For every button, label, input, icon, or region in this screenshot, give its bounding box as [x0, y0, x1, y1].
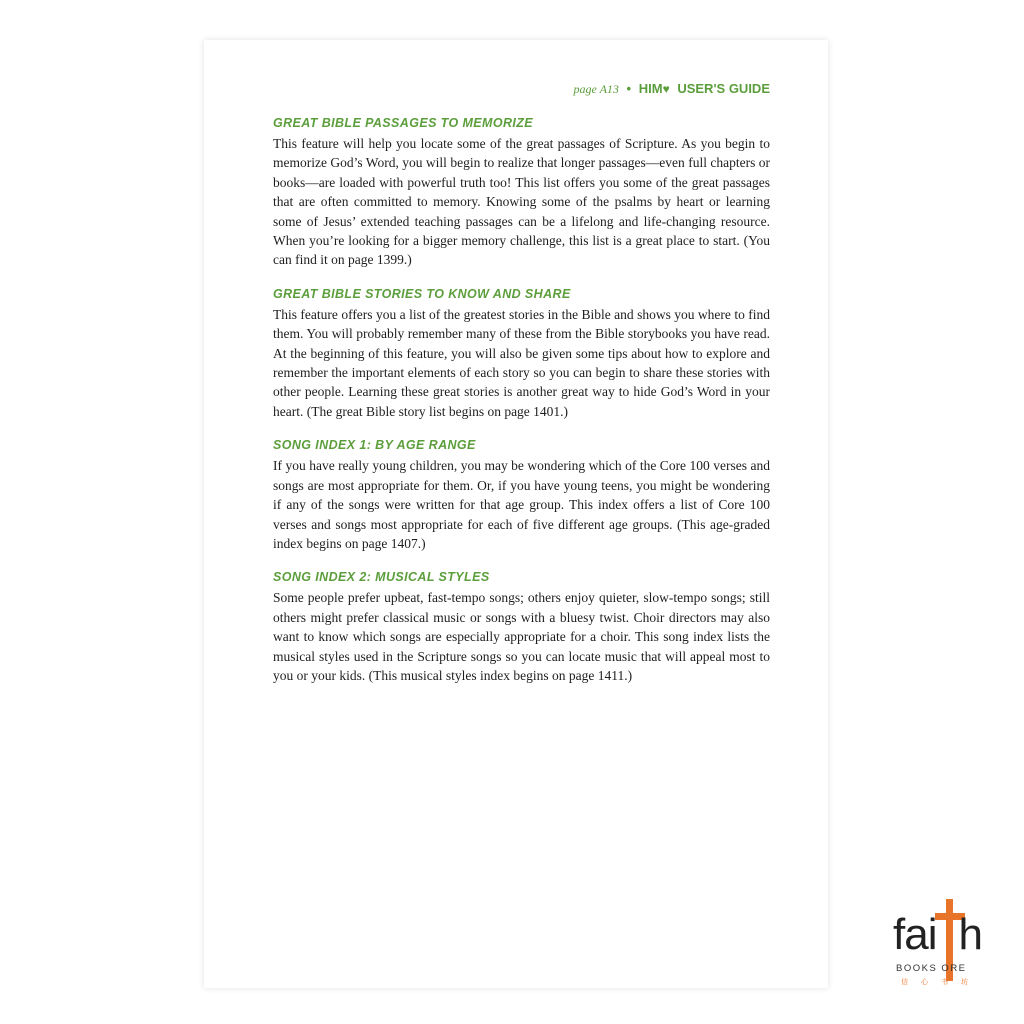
section-heading: GREAT BIBLE PASSAGES TO MEMORIZE [273, 116, 534, 130]
section-song-index-styles [273, 569, 770, 685]
header-bullet: • [626, 81, 632, 96]
section-body: This feature offers you a list of the greatest stories in the Bible and shows you where to find them. You will probably remember many of these from the Bible storybooks you have read. At the beginning of this feature, you will also be given some tips about how to explore and remember the important elements of each story so you can begin to share these stories with other people. Learning these great stories is another great way to hide God’s Word in your heart. (The great Bible story list begins on page 1401.) [273, 306, 770, 419]
section-body: If you have really young children, you may be wondering which of the Core 100 verses and songs are most appropriate for them. Or, if you have young teens, you might be wondering if any of the songs were written for that age group. This index offers a list of Core 100 verses and songs most appropriate for each of five different age groups. (This age-graded index begins on page 1407.) [273, 458, 770, 551]
section-body: Some people prefer upbeat, fast-tempo songs; others enjoy quieter, slow-tempo songs; still others might prefer classical music or songs with a bluesy twist. Choir directors may also want to know which songs are especially appropriate for a choir. This song index lists the musical styles used in the Scripture songs so you can locate music that will appeal most to you or your kids. (This musical styles index begins on page 1411.) [273, 590, 770, 683]
running-header [573, 81, 770, 97]
book-page [204, 40, 828, 988]
faith-bookstore-logo [893, 897, 991, 989]
section-passages [273, 115, 770, 270]
section-stories [273, 286, 770, 421]
logo-word-end: h [958, 910, 982, 959]
heart-icon: ♥ [662, 82, 670, 96]
header-brand: HIM [638, 81, 663, 96]
logo-subtitle: BOOKS ORE [896, 963, 967, 974]
header-guide-title: USER'S GUIDE [677, 81, 770, 96]
section-heading: GREAT BIBLE STORIES TO KNOW AND SHARE [273, 286, 571, 301]
section-heading: SONG INDEX 2: MUSICAL STYLES [273, 570, 490, 585]
section-heading: SONG INDEX 1: BY AGE RANGE [273, 438, 476, 453]
logo-wordmark [893, 910, 982, 959]
section-song-index-age [273, 437, 770, 553]
logo-chinese-text: 信心书坊 [901, 978, 981, 986]
page-number: page A13 [573, 82, 619, 96]
section-body: This feature will help you locate some of the great passages of Scripture. As you begin to memorize God’s Word, you will begin to realize that longer passages—even full chapters or books—are loaded with powerful truth too! This list offers you some of the great passages that are often committed to memory. Knowing some of the psalms by heart or learning some of Jesus’ extended teaching passages can be a lifelong and life-changing resource. When you’re looking for a bigger memory challenge, this list is a great place to start. (You can find it on page 1399.) [273, 136, 770, 268]
page-content [273, 115, 770, 701]
logo-word-start: fai [893, 910, 937, 959]
